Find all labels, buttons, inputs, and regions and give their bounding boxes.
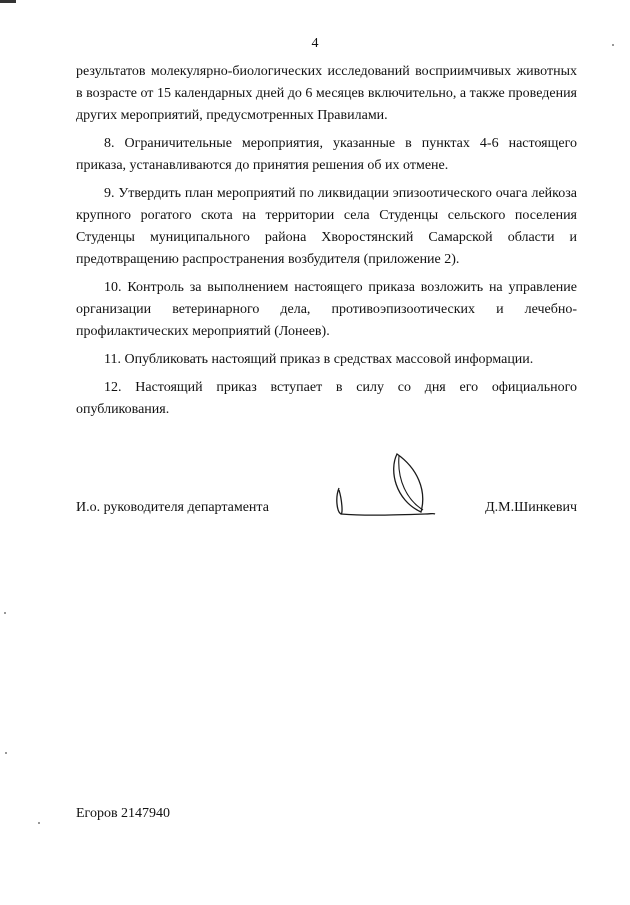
paragraph-continuation: результатов молекулярно-биологических исследований восприимчивых животных в возрасте от 15 календарных дней до 6 месяцев включительно, а также проведения других мероприятий, предусмотренных Правилами.: [76, 64, 577, 123]
signer-title: И.о. руководителя департамента: [76, 500, 269, 515]
paragraph-10: 10. Контроль за выполнением настоящего приказа возложить на управление организации ветеринарного дела, противоэпизоотических и лечебно-профилактических мероприятий (Лонеев).: [76, 280, 577, 339]
page-number: 4: [311, 36, 319, 51]
signer-name: Д.М.Шинкевич: [485, 500, 577, 515]
document-body: [76, 61, 577, 427]
scan-speck: [38, 822, 40, 824]
paragraph-11: 11. Опубликовать настоящий приказ в средствах массовой информации.: [104, 352, 534, 367]
executor-note: Егоров 2147940: [76, 806, 171, 821]
scan-speck: [5, 752, 7, 754]
scan-speck: [4, 612, 6, 614]
scan-corner-mark: [0, 0, 16, 3]
signature-block: [76, 500, 577, 524]
paragraph-8: 8. Ограничительные мероприятия, указанные в пунктах 4-6 настоящего приказа, устанавливаются до принятия решения об их отмене.: [76, 136, 577, 173]
paragraph-9: 9. Утвердить план мероприятий по ликвидации эпизоотического очага лейкоза крупного рогатого скота на территории села Студенцы сельского поселения Студенцы муниципального района Хворостянский Самарской области и предотвращению распространения возбудителя (приложение 2).: [76, 186, 577, 267]
scan-speck: [612, 44, 614, 46]
paragraph-12: 12. Настоящий приказ вступает в силу со дня его официального опубликования.: [76, 380, 577, 417]
